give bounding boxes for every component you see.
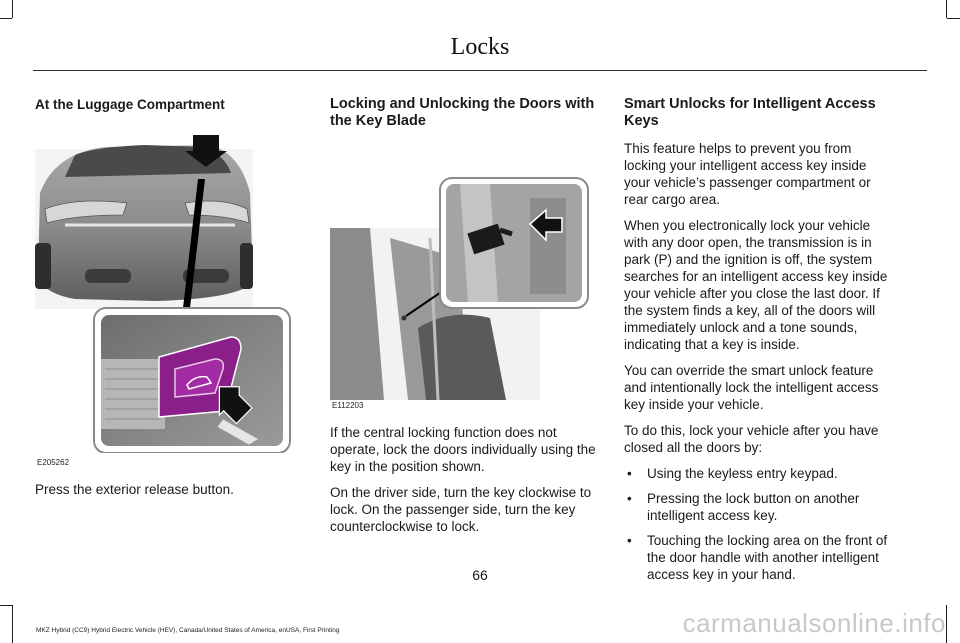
- paragraph-smart-4: To do this, lock your vehicle after you have closed all the doors by:: [624, 423, 879, 455]
- luggage-release-illustration: [35, 123, 297, 453]
- crop-mark-bottom-right-v: [946, 605, 947, 643]
- subheading-luggage: At the Luggage Compartment: [35, 97, 225, 112]
- figure-code-luggage: E205262: [37, 458, 70, 467]
- list-item: [624, 490, 896, 524]
- paragraph-smart-3: You can override the smart unlock feature and intentionally lock the intelligent access key inside your vehicle.: [624, 363, 879, 412]
- crop-mark-top-left-v: [12, 0, 13, 18]
- column-luggage-compartment: [35, 96, 297, 507]
- column-key-blade: [330, 96, 602, 544]
- crop-mark-top-left-h: [0, 18, 12, 19]
- bullet-glyph: •: [627, 533, 632, 548]
- bullet-glyph: •: [627, 491, 632, 506]
- paragraph-key-blade-1: If the central locking function does not operate, lock the doors individually using the key in the position shown.: [330, 425, 596, 474]
- figure-code-key-blade: E112203: [332, 401, 364, 410]
- footer-text: MKZ Hybrid (CC9) Hybrid Electric Vehicle (HEV), Canada/United States of America, enUSA, First Printing: [36, 627, 340, 634]
- figure-luggage-release: [35, 123, 297, 471]
- key-blade-illustration: [330, 138, 592, 400]
- list-item: [624, 465, 896, 482]
- crop-mark-top-right-v: [946, 0, 947, 18]
- paragraph-key-blade-2: On the driver side, turn the key clockwise to lock. On the passenger side, turn the key counterclockwise to lock.: [330, 485, 592, 534]
- bullet-text: Using the keyless entry keypad.: [647, 466, 838, 481]
- crop-mark-bottom-left-h: [0, 605, 12, 606]
- column-smart-unlocks: [624, 96, 896, 591]
- page-title: Locks: [450, 34, 510, 60]
- header-rule: [33, 70, 927, 71]
- figure-key-blade: [330, 138, 592, 414]
- bullet-glyph: •: [627, 466, 632, 481]
- heading-key-blade: Locking and Unlocking the Doors with the Key Blade: [330, 96, 595, 129]
- paragraph-smart-1: This feature helps to prevent you from locking your intelligent access key inside your vehicle’s passenger compartment or rear cargo area.: [624, 141, 871, 207]
- caption-luggage: Press the exterior release button.: [35, 482, 234, 497]
- bullet-text: Touching the locking area on the front of the door handle with another intelligent access key in your hand.: [647, 533, 888, 582]
- page-number: 66: [472, 567, 488, 583]
- bullet-list: [624, 465, 896, 583]
- watermark: carmanualsonline.info: [682, 608, 946, 638]
- heading-smart-unlocks: Smart Unlocks for Intelligent Access Keys: [624, 96, 876, 129]
- crop-mark-top-right-h: [947, 18, 960, 19]
- paragraph-smart-2: When you electronically lock your vehicle with any door open, the transmission is in park (P) and the ignition is off, the system searches for an intelligent access key inside your vehicle after you close the last door. If the system finds a key, all of the doors will immediately unlock and a tone sounds, indicating that a key is inside.: [624, 218, 888, 352]
- crop-mark-bottom-left-v: [12, 605, 13, 643]
- bullet-text: Pressing the lock button on another intelligent access key.: [647, 491, 860, 523]
